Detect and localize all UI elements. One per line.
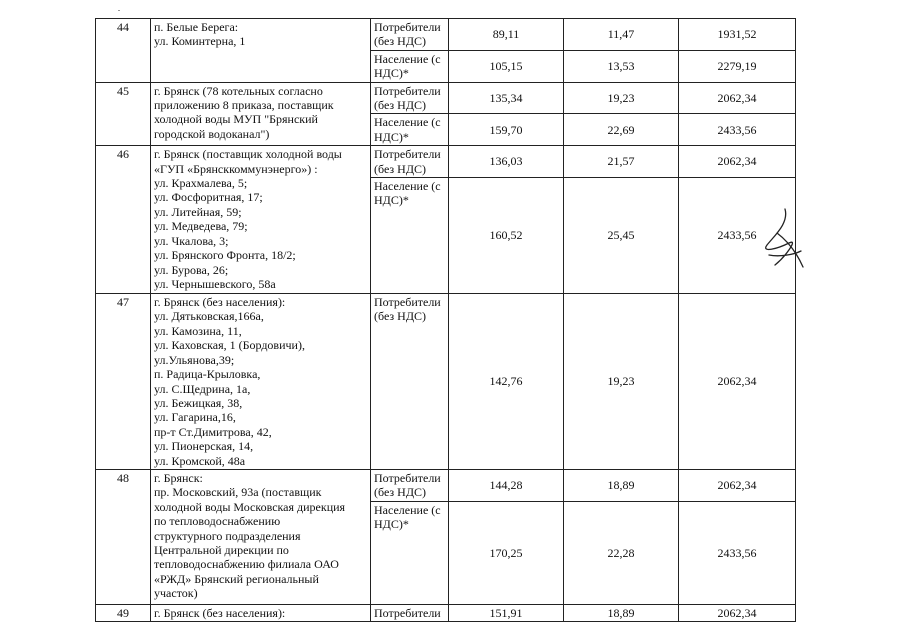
- tariff-value-1: 136,03: [449, 146, 564, 178]
- table-row: [96, 19, 796, 51]
- address-line: «ГУП «Брянсккоммунэнерго») :: [154, 161, 318, 176]
- tariff-value-1: 144,28: [449, 469, 564, 501]
- address-line: холодной воды Московская дирекция: [154, 499, 346, 514]
- tariff-value-2: 22,69: [564, 114, 679, 146]
- table-row: [96, 82, 796, 114]
- tariff-value-2: 11,47: [564, 19, 679, 51]
- address-line: по тепловодоснабжению: [154, 514, 281, 529]
- address-line: городской водоканал"): [154, 126, 270, 141]
- address-line: ул. Бурова, 26;: [154, 262, 229, 277]
- address-line: ул. Камозина, 11,: [154, 323, 242, 338]
- address-line: участок): [154, 586, 198, 601]
- address-line: холодной воды МУП "Брянский: [154, 112, 318, 127]
- tariff-value-1: 89,11: [449, 19, 564, 51]
- address-line: ул. Гагарина,16,: [154, 410, 236, 425]
- address-cell: [151, 146, 371, 294]
- address-line: п. Белые Берега:: [154, 20, 239, 34]
- scan-mark: [118, 10, 120, 11]
- tariff-value-2: 13,53: [564, 50, 679, 82]
- address-line: ул. Пионерская, 14,: [154, 439, 254, 454]
- address-line: ул. Дятьковская,166а,: [154, 309, 264, 324]
- tariff-value-3: 2433,56: [679, 114, 796, 146]
- tariff-value-2: 18,89: [564, 469, 679, 501]
- address-line: ул.Ульянова,39;: [154, 352, 235, 367]
- address-cell: [151, 294, 371, 470]
- consumer-category: Население (с НДС)*: [371, 50, 449, 82]
- address-line: г. Брянск (без населения):: [154, 295, 286, 310]
- row-number: 48: [96, 469, 151, 604]
- address-line: «РЖД» Брянский региональный: [154, 571, 319, 586]
- tariff-table: [95, 18, 796, 622]
- tariff-value-1: 142,76: [449, 294, 564, 470]
- address-line: ул. Крахмалева, 5;: [154, 176, 248, 191]
- row-number: 44: [96, 19, 151, 83]
- row-number: 46: [96, 146, 151, 294]
- address-line: приложению 8 приказа, поставщик: [154, 98, 334, 113]
- address-line: ул. Бежицкая, 38,: [154, 395, 243, 410]
- table-row: [96, 146, 796, 178]
- tariff-value-3: 1931,52: [679, 19, 796, 51]
- consumer-category: Потребители: [371, 604, 449, 621]
- consumer-category: Потребители (без НДС): [371, 82, 449, 114]
- address-line: г. Брянск:: [154, 470, 203, 485]
- tariff-value-3: 2433,56: [679, 178, 796, 294]
- address-cell: [151, 604, 371, 621]
- address-line: Центральной дирекции по: [154, 542, 289, 557]
- tariff-value-3: 2062,34: [679, 469, 796, 501]
- address-line: ул. Литейная, 59;: [154, 204, 242, 219]
- tariff-value-3: 2279,19: [679, 50, 796, 82]
- address-cell: [151, 19, 371, 83]
- tariff-value-2: 21,57: [564, 146, 679, 178]
- tariff-value-1: 151,91: [449, 604, 564, 621]
- address-line: структурного подразделения: [154, 528, 301, 543]
- tariff-value-2: 19,23: [564, 294, 679, 470]
- consumer-category: Население (с НДС)*: [371, 178, 449, 294]
- address-line: ул. Кромской, 48а: [154, 453, 246, 468]
- address-line: ул. Чкалова, 3;: [154, 233, 229, 248]
- address-line: ул. Каховская, 1 (Бордовичи),: [154, 338, 305, 353]
- tariff-value-3: 2062,34: [679, 294, 796, 470]
- tariff-value-3: 2062,34: [679, 82, 796, 114]
- tariff-value-1: 135,34: [449, 82, 564, 114]
- tariff-value-1: 170,25: [449, 501, 564, 604]
- address-line: ул. Брянского Фронта, 18/2;: [154, 248, 296, 263]
- tariff-value-2: 25,45: [564, 178, 679, 294]
- tariff-value-2: 22,28: [564, 501, 679, 604]
- tariff-value-1: 105,15: [449, 50, 564, 82]
- address-line: п. Радица-Крыловка,: [154, 367, 261, 382]
- consumer-category: Население (с НДС)*: [371, 114, 449, 146]
- tariff-value-1: 159,70: [449, 114, 564, 146]
- address-line: ул. Коминтерна, 1: [154, 34, 246, 49]
- row-number: 47: [96, 294, 151, 470]
- consumer-category: Потребители (без НДС): [371, 294, 449, 470]
- consumer-category: Население (с НДС)*: [371, 501, 449, 604]
- handwritten-signature-icon: [755, 205, 807, 275]
- address-cell: [151, 82, 371, 146]
- tariff-value-2: 19,23: [564, 82, 679, 114]
- address-line: тепловодоснабжению филиала ОАО: [154, 557, 339, 572]
- address-line: ул. Фосфоритная, 17;: [154, 190, 263, 205]
- tariff-value-2: 18,89: [564, 604, 679, 621]
- address-cell: [151, 469, 371, 604]
- table-row: [96, 294, 796, 470]
- table-row: [96, 469, 796, 501]
- tariff-table-body: [96, 19, 796, 622]
- address-line: ул. С.Щедрина, 1а,: [154, 381, 251, 396]
- row-number: 49: [96, 604, 151, 621]
- address-line: пр. Московский, 93а (поставщик: [154, 485, 322, 500]
- consumer-category: Потребители (без НДС): [371, 146, 449, 178]
- tariff-value-3: 2062,34: [679, 604, 796, 621]
- address-line: г. Брянск (без населения):: [154, 605, 286, 620]
- address-line: ул. Чернышевского, 58а: [154, 276, 276, 291]
- tariff-value-1: 160,52: [449, 178, 564, 294]
- consumer-category: Потребители (без НДС): [371, 19, 449, 51]
- tariff-value-3: 2433,56: [679, 501, 796, 604]
- address-line: пр-т Ст.Димитрова, 42,: [154, 424, 272, 439]
- row-number: 45: [96, 82, 151, 146]
- table-row: [96, 604, 796, 621]
- consumer-category: Потребители (без НДС): [371, 469, 449, 501]
- address-line: г. Брянск (поставщик холодной воды: [154, 147, 342, 162]
- tariff-value-3: 2062,34: [679, 146, 796, 178]
- address-line: г. Брянск (78 котельных согласно: [154, 83, 323, 98]
- address-line: ул. Медведева, 79;: [154, 219, 248, 234]
